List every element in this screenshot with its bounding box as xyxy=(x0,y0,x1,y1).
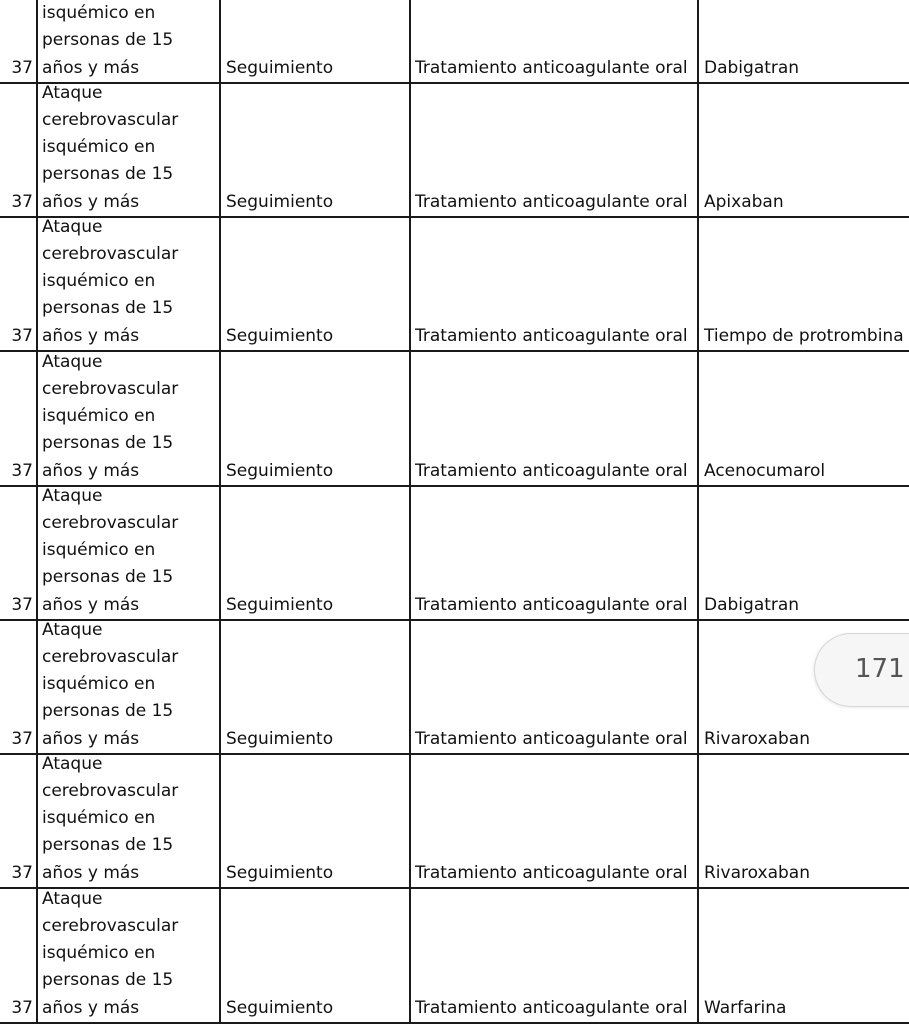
diagnosis-line: personas de 15 xyxy=(42,298,174,319)
row-number: 37 xyxy=(11,594,33,615)
stage-cell[interactable] xyxy=(221,755,411,887)
diagnosis-line: cerebrovascular xyxy=(42,109,179,130)
diagnosis-line: Ataque xyxy=(42,889,103,909)
diagnosis-line: años y más xyxy=(42,728,140,749)
diagnosis-cell[interactable] xyxy=(38,84,221,216)
stage-text: Seguimiento xyxy=(226,460,334,481)
diagnosis-line: cerebrovascular xyxy=(42,512,179,533)
treatment-text: Tratamiento anticoagulante oral xyxy=(415,594,688,615)
drug-text: Apixaban xyxy=(704,191,784,212)
treatment-cell[interactable] xyxy=(411,218,699,350)
diagnosis-line: cerebrovascular xyxy=(42,915,179,936)
row-number-cell[interactable] xyxy=(0,218,38,350)
diagnosis-line: años y más xyxy=(42,997,140,1018)
diagnosis-cell[interactable] xyxy=(38,352,221,485)
diagnosis-line: Ataque xyxy=(42,352,103,372)
diagnosis-line: cerebrovascular xyxy=(42,243,179,264)
stage-cell[interactable] xyxy=(221,621,411,753)
stage-cell[interactable] xyxy=(221,487,411,619)
treatment-text: Tratamiento anticoagulante oral xyxy=(415,191,688,212)
diagnosis-line: isquémico en xyxy=(42,943,156,964)
table-row xyxy=(0,352,909,487)
row-number: 37 xyxy=(11,862,33,883)
table-row xyxy=(0,84,909,218)
treatment-cell[interactable] xyxy=(411,621,699,753)
treatment-cell[interactable] xyxy=(411,755,699,887)
row-number: 37 xyxy=(11,460,33,481)
stage-cell[interactable] xyxy=(221,84,411,216)
drug-text: Tiempo de protrombina xyxy=(704,325,904,346)
diagnosis-cell[interactable] xyxy=(38,889,221,1022)
row-number-cell[interactable] xyxy=(0,621,38,753)
diagnosis-cell[interactable] xyxy=(38,487,221,619)
stage-text: Seguimiento xyxy=(226,594,334,615)
stage-cell[interactable] xyxy=(221,0,411,82)
row-number-cell[interactable] xyxy=(0,487,38,619)
stage-text: Seguimiento xyxy=(226,862,334,883)
drug-text: Rivaroxaban xyxy=(704,862,810,883)
drug-text: Warfarina xyxy=(704,997,787,1018)
diagnosis-line: años y más xyxy=(42,57,140,78)
row-number-cell[interactable] xyxy=(0,0,38,82)
row-number-cell[interactable] xyxy=(0,755,38,887)
drug-cell[interactable] xyxy=(699,84,909,216)
drug-text: Acenocumarol xyxy=(704,460,826,481)
row-number: 37 xyxy=(11,728,33,749)
diagnosis-line: años y más xyxy=(42,862,140,883)
treatment-text: Tratamiento anticoagulante oral xyxy=(415,460,688,481)
treatment-text: Tratamiento anticoagulante oral xyxy=(415,728,688,749)
stage-text: Seguimiento xyxy=(226,997,334,1018)
stage-cell[interactable] xyxy=(221,218,411,350)
row-number: 37 xyxy=(11,191,33,212)
drug-cell[interactable] xyxy=(699,755,909,887)
treatment-text: Tratamiento anticoagulante oral xyxy=(415,325,688,346)
diagnosis-line: personas de 15 xyxy=(42,970,174,991)
diagnosis-line: personas de 15 xyxy=(42,433,174,454)
diagnosis-cell[interactable] xyxy=(38,755,221,887)
table-row xyxy=(0,218,909,352)
treatment-cell[interactable] xyxy=(411,889,699,1022)
diagnosis-line: isquémico en xyxy=(42,808,156,829)
stage-text: Seguimiento xyxy=(226,57,334,78)
treatment-text: Tratamiento anticoagulante oral xyxy=(415,997,688,1018)
stage-cell[interactable] xyxy=(221,352,411,485)
row-number-cell[interactable] xyxy=(0,352,38,485)
diagnosis-line: personas de 15 xyxy=(42,30,174,51)
diagnosis-line: Ataque xyxy=(42,487,103,506)
diagnosis-line: años y más xyxy=(42,594,140,615)
diagnosis-line: isquémico en xyxy=(42,137,156,158)
diagnosis-line: isquémico en xyxy=(42,3,156,24)
treatment-cell[interactable] xyxy=(411,84,699,216)
table-row xyxy=(0,621,909,755)
stage-text: Seguimiento xyxy=(226,728,334,749)
drug-text: Dabigatran xyxy=(704,594,800,615)
table-row xyxy=(0,755,909,889)
drug-cell[interactable] xyxy=(699,218,909,350)
page-number: 171 xyxy=(855,654,905,684)
diagnosis-line: isquémico en xyxy=(42,271,156,292)
treatment-cell[interactable] xyxy=(411,352,699,485)
diagnosis-cell[interactable] xyxy=(38,218,221,350)
diagnosis-cell[interactable] xyxy=(38,0,221,82)
diagnosis-line: personas de 15 xyxy=(42,567,174,588)
diagnosis-line: Ataque xyxy=(42,755,103,774)
diagnosis-line: personas de 15 xyxy=(42,164,174,185)
table-row xyxy=(0,487,909,621)
row-number-cell[interactable] xyxy=(0,84,38,216)
diagnosis-line: isquémico en xyxy=(42,406,156,427)
diagnosis-line: isquémico en xyxy=(42,540,156,561)
treatment-cell[interactable] xyxy=(411,487,699,619)
diagnosis-line: años y más xyxy=(42,325,140,346)
diagnosis-line: Ataque xyxy=(42,84,103,103)
row-number: 37 xyxy=(11,325,33,346)
page-number-badge xyxy=(814,633,909,707)
diagnosis-line: personas de 15 xyxy=(42,835,174,856)
diagnosis-line: cerebrovascular xyxy=(42,780,179,801)
drug-text: Dabigatran xyxy=(704,57,800,78)
diagnosis-line: isquémico en xyxy=(42,674,156,695)
diagnosis-line: personas de 15 xyxy=(42,701,174,722)
diagnosis-line: Ataque xyxy=(42,218,103,237)
row-number: 37 xyxy=(11,57,33,78)
stage-text: Seguimiento xyxy=(226,325,334,346)
table-row xyxy=(0,889,909,1024)
treatment-text: Tratamiento anticoagulante oral xyxy=(415,862,688,883)
row-number: 37 xyxy=(11,997,33,1018)
diagnosis-line: años y más xyxy=(42,191,140,212)
table-row xyxy=(0,0,909,84)
drug-cell[interactable] xyxy=(699,352,909,485)
diagnosis-line: cerebrovascular xyxy=(42,378,179,399)
treatment-cell[interactable] xyxy=(411,0,699,82)
diagnosis-line: cerebrovascular xyxy=(42,646,179,667)
stage-text: Seguimiento xyxy=(226,191,334,212)
diagnosis-line: años y más xyxy=(42,460,140,481)
drug-cell[interactable] xyxy=(699,0,909,82)
row-number-cell[interactable] xyxy=(0,889,38,1022)
stage-cell[interactable] xyxy=(221,889,411,1022)
drug-cell[interactable] xyxy=(699,487,909,619)
drug-cell[interactable] xyxy=(699,889,909,1022)
drug-text: Rivaroxaban xyxy=(704,728,810,749)
treatment-text: Tratamiento anticoagulante oral xyxy=(415,57,688,78)
diagnosis-line: Ataque xyxy=(42,621,103,640)
diagnosis-cell[interactable] xyxy=(38,621,221,753)
